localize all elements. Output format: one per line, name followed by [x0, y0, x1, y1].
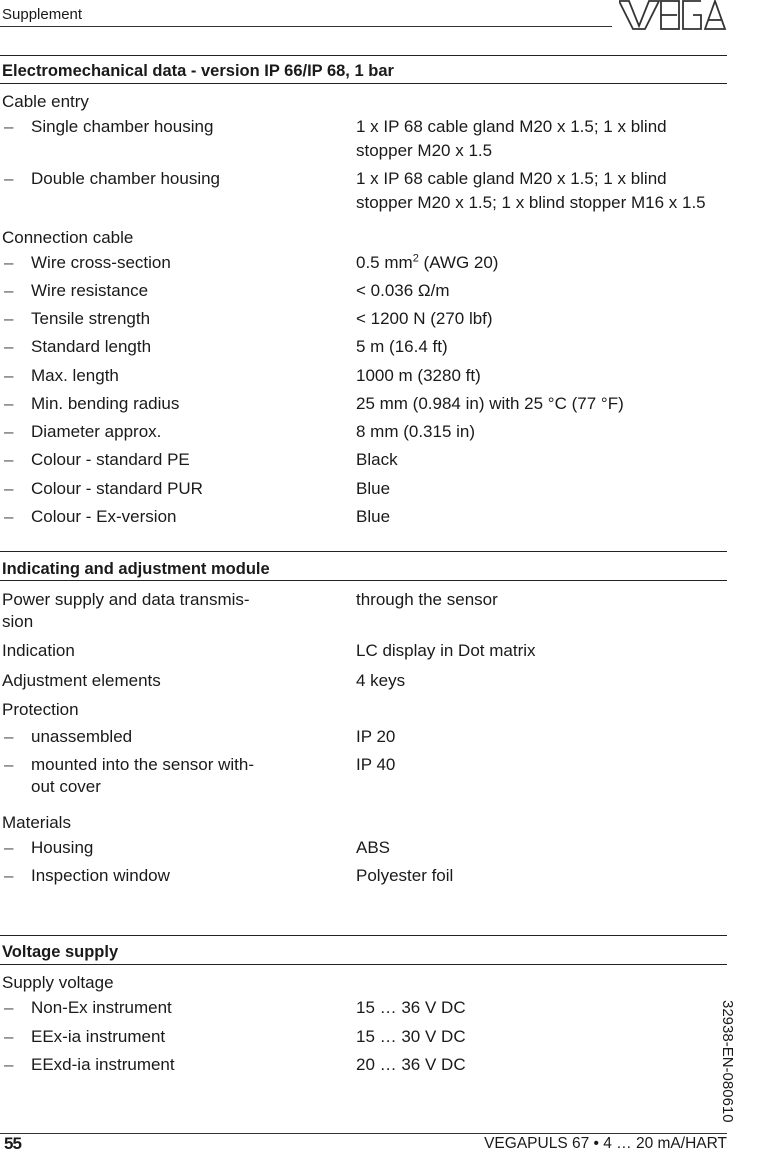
bullet-dash: – [4, 755, 14, 774]
section-title-voltage: Voltage supply [2, 943, 119, 961]
footer-product: VEGAPULS 67 • 4 … 20 mA/HART [484, 1135, 727, 1152]
spec-value: Blue [356, 507, 391, 526]
section-title-electromechanical: Electromechanical data - version IP 66/IP 68, 1 bar [2, 62, 394, 80]
connection-cable-heading: Connection cable [2, 228, 134, 247]
cable-entry-heading: Cable entry [2, 92, 89, 111]
footer-rule [0, 1133, 727, 1134]
spec-label: Power supply and data transmis- [2, 590, 250, 609]
spec-label: Colour - standard PUR [31, 479, 203, 498]
materials-heading: Materials [2, 813, 71, 832]
bullet-dash: – [4, 281, 14, 300]
spec-value: 0.5 $mm^2$ (AWG 20) [356, 252, 499, 272]
spec-label: Inspection window [31, 866, 170, 885]
spec-label: Diameter approx. [31, 422, 162, 441]
spec-value: 15 … 36 V DC [356, 998, 466, 1017]
protection-heading: Protection [2, 700, 79, 719]
spec-label: Standard length [31, 337, 152, 356]
section-underline [0, 580, 727, 581]
page-number: 55 [4, 1134, 21, 1153]
bullet-dash: – [4, 1027, 14, 1046]
bullet-dash: – [4, 838, 14, 857]
spec-label: mounted into the sensor with- [31, 755, 255, 774]
spec-value: 1 x IP 68 cable gland M20 x 1.5; 1 x blind [356, 117, 667, 136]
spec-value: Blue [356, 479, 391, 498]
spec-value: Polyester foil [356, 866, 454, 885]
section-title-indicating: Indicating and adjustment module [2, 560, 270, 578]
spec-label: Indication [2, 641, 75, 660]
bullet-dash: – [4, 169, 14, 188]
section-underline [0, 83, 727, 84]
spec-value: IP 40 [356, 755, 396, 774]
spec-value: 4 keys [356, 671, 406, 690]
spec-label: Non-Ex instrument [31, 998, 172, 1017]
spec-label: EEx-ia instrument [31, 1027, 166, 1046]
spec-value: stopper M20 x 1.5; 1 x blind stopper M16 x 1.5 [356, 193, 706, 212]
section-top-rule [0, 55, 727, 56]
spec-value: stopper M20 x 1.5 [356, 141, 493, 160]
bullet-dash: – [4, 422, 14, 441]
spec-label: Tensile strength [31, 309, 151, 328]
bullet-dash: – [4, 309, 14, 328]
spec-label: Min. bending radius [31, 394, 180, 413]
spec-label: Housing [31, 838, 94, 857]
bullet-dash: – [4, 366, 14, 385]
spec-label: Wire resistance [31, 281, 149, 300]
bullet-dash: – [4, 394, 14, 413]
spec-label: EExd-ia instrument [31, 1055, 175, 1074]
spec-label: Max. length [31, 366, 119, 385]
spec-value: 15 … 30 V DC [356, 1027, 466, 1046]
spec-value: 8 mm (0.315 in) [356, 422, 476, 441]
spec-value: 20 … 36 V DC [356, 1055, 466, 1074]
vega-logo [619, 0, 727, 30]
spec-label: Colour - Ex-version [31, 507, 177, 526]
spec-value: 25 mm (0.984 in) with 25 °C (77 °F) [356, 394, 624, 413]
bullet-dash: – [4, 450, 14, 469]
spec-value: < 1200 N (270 lbf) [356, 309, 493, 328]
spec-label: Single chamber housing [31, 117, 214, 136]
spec-label: Colour - standard PE [31, 450, 190, 469]
spec-label: out cover [31, 777, 101, 796]
bullet-dash: – [4, 998, 14, 1017]
section-top-rule [0, 935, 727, 936]
spec-value: LC display in Dot matrix [356, 641, 536, 660]
bullet-dash: – [4, 507, 14, 526]
section-top-rule [0, 551, 727, 552]
spec-value: 5 m (16.4 ft) [356, 337, 448, 356]
spec-value: ABS [356, 838, 391, 857]
spec-label: Wire cross-section [31, 253, 171, 272]
section-underline [0, 964, 727, 965]
bullet-dash: – [4, 479, 14, 498]
spec-value: 1 x IP 68 cable gland M20 x 1.5; 1 x blind [356, 169, 667, 188]
spec-value: IP 20 [356, 727, 396, 746]
spec-value: through the sensor [356, 590, 498, 609]
spec-value: Black [356, 450, 398, 469]
spec-value: 1000 m (3280 ft) [356, 366, 481, 385]
bullet-dash: – [4, 866, 14, 885]
header-rule [0, 26, 612, 27]
spec-label: sion [2, 612, 34, 631]
bullet-dash: – [4, 727, 14, 746]
spec-label: Double chamber housing [31, 169, 221, 188]
supply-voltage-heading: Supply voltage [2, 973, 114, 992]
spec-label: unassembled [31, 727, 133, 746]
bullet-dash: – [4, 337, 14, 356]
bullet-dash: – [4, 1055, 14, 1074]
bullet-dash: – [4, 253, 14, 272]
header-section-label: Supplement [2, 6, 83, 23]
spec-label: Adjustment elements [2, 671, 161, 690]
document-code: 32938-EN-080610 [719, 1000, 736, 1123]
bullet-dash: – [4, 117, 14, 136]
spec-value: < 0.036 Ω/m [356, 281, 450, 300]
